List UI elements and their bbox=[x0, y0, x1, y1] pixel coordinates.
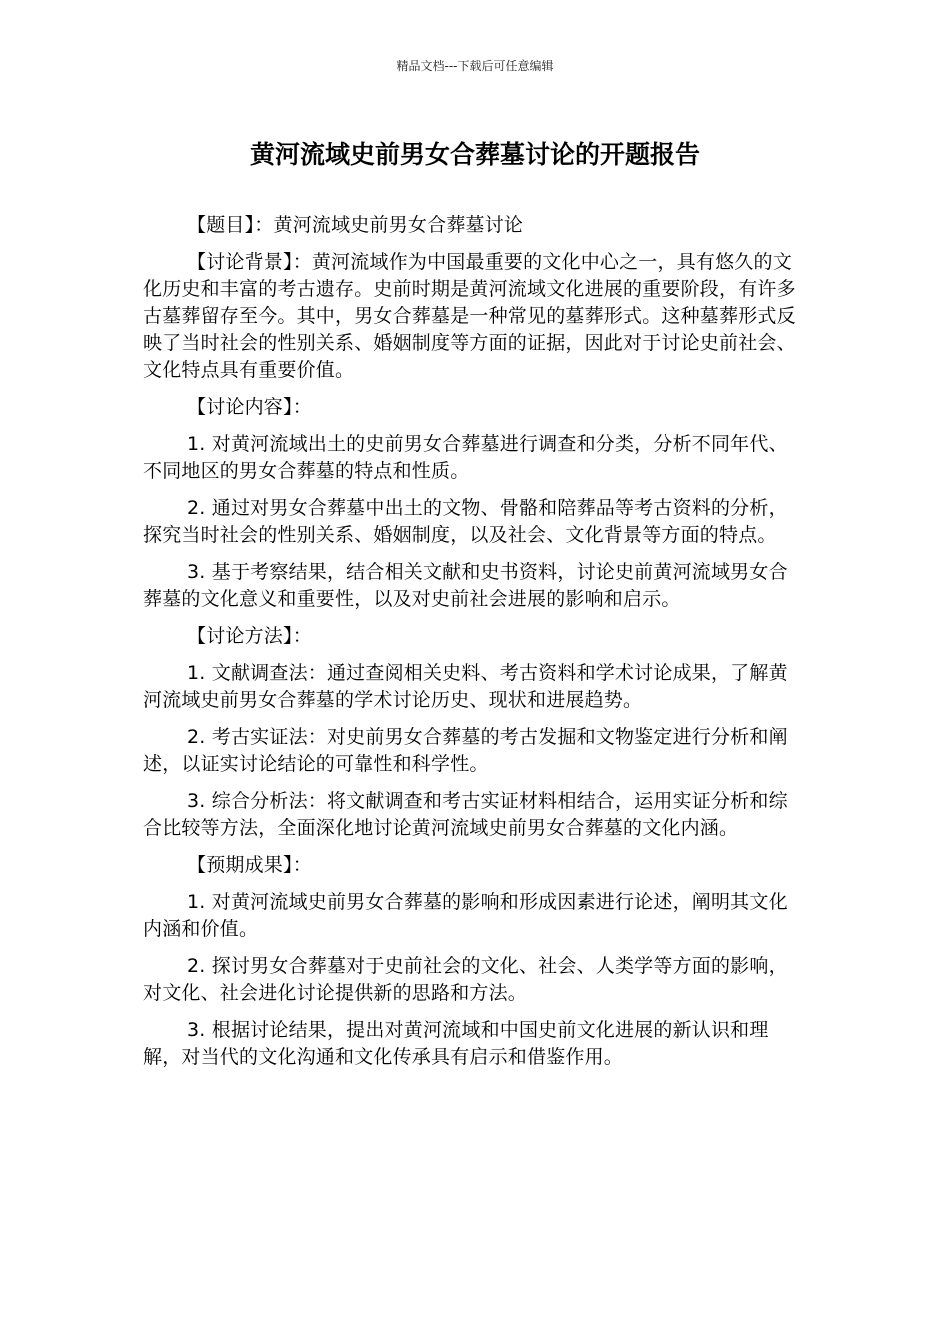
method-item-3: 3. 综合分析法：将文献调查和考古实证材料相结合，运用实证分析和综合比较等方法，全面深化地讨论黄河流域史前男女合葬墓的文化内涵。 bbox=[143, 790, 788, 839]
results-item-3: 3. 根据讨论结果，提出对黄河流域和中国史前文化进展的新认识和理解，对当代的文化沟通和文化传承具有启示和借鉴作用。 bbox=[143, 1019, 769, 1068]
topic-text: 黄河流域史前男女合葬墓讨论 bbox=[273, 214, 524, 236]
results-section-heading: 【预期成果】： bbox=[187, 854, 312, 876]
document-title: 黄河流域史前男女合葬墓讨论的开题报告 bbox=[249, 140, 700, 169]
document-body bbox=[143, 212, 803, 1081]
background-paragraph bbox=[143, 249, 803, 384]
topic-label: 【题目】： bbox=[187, 214, 274, 236]
method-item-2: 2. 考古实证法：对史前男女合葬墓的考古发掘和文物鉴定进行分析和阐述，以证实讨论结论的可靠性和科学性。 bbox=[143, 726, 788, 775]
method-section-heading: 【讨论方法】： bbox=[187, 625, 312, 647]
background-text: 黄河流域作为中国最重要的文化中心之一，具有悠久的文化历史和丰富的考古遗存。史前时期是黄河流域文化进展的重要阶段，有许多古墓葬留存至今。其中，男女合葬墓是一种常见的墓葬形式。这种墓葬形式反映了当时社会的性别关系、婚姻制度等方面的证据，因此对于讨论史前社会、文化特点具有重要价值。 bbox=[143, 251, 796, 381]
content-item-1: 1. 对黄河流域出土的史前男女合葬墓进行调查和分类，分析不同年代、不同地区的男女合葬墓的特点和性质。 bbox=[143, 433, 788, 482]
content-item-3: 3. 基于考察结果，结合相关文献和史书资料，讨论史前黄河流域男女合葬墓的文化意义和重要性，以及对史前社会进展的影响和启示。 bbox=[143, 561, 788, 610]
results-item-1: 1. 对黄河流域史前男女合葬墓的影响和形成因素进行论述，阐明其文化内涵和价值。 bbox=[143, 891, 788, 940]
topic-paragraph bbox=[143, 212, 803, 239]
content-item-2: 2. 通过对男女合葬墓中出土的文物、骨骼和陪葬品等考古资料的分析，探究当时社会的性别关系、婚姻制度，以及社会、文化背景等方面的特点。 bbox=[143, 497, 788, 546]
method-item-1: 1. 文献调查法：通过查阅相关史料、考古资料和学术讨论成果，了解黄河流域史前男女合葬墓的学术讨论历史、现状和进展趋势。 bbox=[143, 662, 788, 711]
content-section-heading: 【讨论内容】： bbox=[187, 396, 312, 418]
results-item-2: 2. 探讨男女合葬墓对于史前社会的文化、社会、人类学等方面的影响，对文化、社会进化讨论提供新的思路和方法。 bbox=[143, 955, 788, 1004]
page-header-note: 精品文档---下载后可任意编辑 bbox=[396, 59, 554, 73]
background-label: 【讨论背景】： bbox=[187, 251, 312, 273]
